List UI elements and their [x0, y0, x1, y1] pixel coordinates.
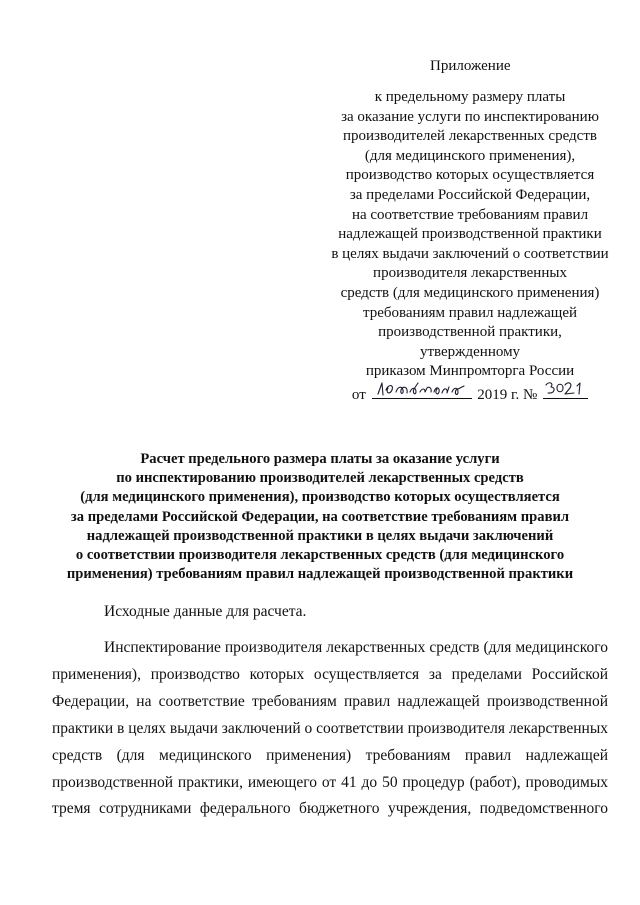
year-number-label: 2019 г. №	[477, 386, 538, 403]
heading-line: Расчет предельного размера платы за оказание услуги	[140, 451, 500, 467]
approval-block	[320, 88, 620, 406]
paragraph-line: производственной практики, имеющего от 41 до 50 процедур (работ), проводимых	[52, 773, 608, 791]
handwritten-number-icon	[543, 378, 588, 400]
appendix-title-text: Приложение	[430, 58, 511, 74]
approval-line: производственной практики,	[378, 324, 562, 341]
approval-line: производство которых осуществляется	[345, 167, 595, 184]
heading-line: о соответствии производителя лекарственных средств (для медицинского	[75, 547, 565, 564]
approval-date-line	[320, 382, 620, 406]
paragraph-line: Инспектирование производителя лекарственных средств (для медицинского	[104, 639, 608, 656]
approval-line: за оказание услуги по инспектированию	[341, 108, 599, 125]
paragraph-line: тремя сотрудниками федерального бюджетного учреждения, подведомственного	[52, 800, 608, 818]
approval-line: к предельному размеру платы	[374, 89, 566, 105]
approval-line: за пределами Российской Федерации,	[349, 186, 591, 203]
paragraph-line: Федерации, на соответствие требованиям правил надлежащей производственной	[52, 692, 608, 710]
approval-line: производителя лекарственных	[373, 265, 567, 282]
document-heading	[40, 450, 600, 584]
approval-line: в целях выдачи заключений о соответствии	[331, 245, 609, 262]
approval-line: средств (для медицинского применения)	[340, 284, 600, 301]
body-paragraph	[52, 635, 608, 823]
approval-line: производителей лекарственных средств	[343, 128, 597, 145]
heading-line: надлежащей производственной практики в целях выдачи заключений	[86, 527, 554, 544]
heading-line: по инспектированию производителей лекарственных средств	[116, 470, 524, 487]
heading-line: (для медицинского применения), производство которых осуществляется	[80, 489, 560, 506]
handwritten-date-icon	[372, 378, 472, 400]
source-data-label: Исходные данные для расчета.	[104, 603, 307, 620]
approval-line: на соответствие требованиям правил	[351, 206, 589, 223]
approval-line: надлежащей производственной практики	[338, 226, 602, 243]
paragraph-line: применения), производство которых осуществляется за пределами Российской	[52, 665, 608, 683]
approval-line: приказом Минпромторга России	[365, 363, 575, 380]
heading-line: за пределами Российской Федерации, на соответствие требованиям правил	[70, 508, 570, 525]
handwritten-date	[372, 382, 472, 399]
paragraph-line: средств (для медицинского применения) требованиям правил надлежащей	[52, 746, 608, 764]
paragraph-line: практики в целях выдачи заключений о соответствии производителя лекарственных	[52, 719, 608, 737]
approval-line: (для медицинского применения),	[364, 147, 576, 164]
approval-line: требованиям правил надлежащей	[362, 304, 577, 321]
date-prefix: от	[351, 386, 366, 403]
approval-line: утвержденному	[419, 343, 521, 360]
handwritten-number	[543, 382, 588, 399]
heading-line: применения) требованиям правил надлежащей производственной практики	[66, 566, 574, 583]
